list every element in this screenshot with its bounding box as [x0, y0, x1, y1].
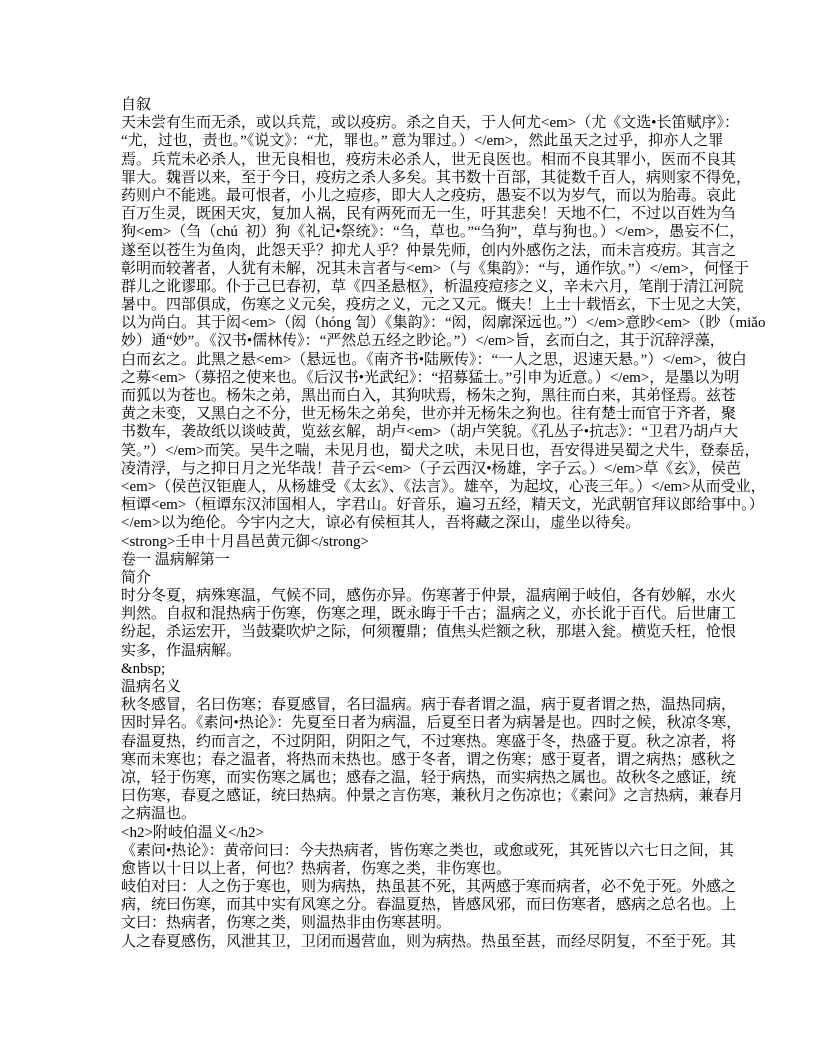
text-line: 而狐以为苍也。杨朱之弟，黑出而白入，其狗吠焉，杨朱之狗，黑往而白来，其弟怪焉。兹苍 [121, 388, 737, 404]
text-line: 桓谭<em>（桓谭东汉沛国相人，字君山。好音乐，遍习五经，精天文，光武朝官拜议郎给事中。） [121, 497, 764, 514]
text-line: 凉，轻于伤寒，而实伤寒之属也；感春之温，轻于病热，而实病热之属也。故秋冬之感证，统 [121, 769, 737, 786]
text-line: 之募<em>（募招之使来也。《后汉书•光武纪》：“招募猛士。”引申为近意。）</em>，是墨以为明 [121, 369, 740, 386]
text-line: 简介 [121, 569, 152, 586]
text-line: 遂至以苍生为鱼肉，此怨天乎？抑尤人乎？仲景先师，创内外感伤之法，而未言疫疠。其言之 [121, 242, 737, 259]
text-line: </em>以为绝伦。今宇内之大，谅必有侯桓其人，吾将藏之深山，虚坐以待矣。 [121, 515, 641, 532]
text-line: 彰明而较著者，人犹有未解，况其未言者与<em>（与《集韵》：“与，通作欤。”）</em>，何怪于 [121, 260, 749, 277]
text-line: 之病温也。 [121, 806, 197, 823]
text-line: 天未尝有生而无杀，或以兵荒，或以疫疠。杀之自天，于人何尤<em>（尤《文选•长笛赋序》： [121, 115, 739, 132]
text-line: &nbsp; [121, 660, 166, 677]
text-line: 病，统曰伤寒，而其中实有风寒之分。春温夏热，皆感风邪，而曰伤寒者，感病之总名也。上 [121, 897, 737, 914]
text-line: 黄之未变，又黑白之不分，世无杨朱之弟矣，世亦并无杨朱之狗也。往有楚士而官于齐者，聚 [121, 406, 737, 423]
text-line: 凌清浮，与之抑日月之光华哉！昔子云<em>（子云西汉•杨雄，字子云。）</em>草《玄》，侯芭 [121, 460, 741, 477]
text-line: 白而玄之。此黑之悬<em>（悬远也。《南齐书•陆厥传》：“一人之思，迟速天悬。”）</em>，彼白 [121, 351, 747, 368]
text-line: 暑中。四部俱成，伤寒之义元矣，疫疠之义，元之又元。慨夫！上士十载悟玄，下士见之大笑， [121, 297, 752, 314]
text-line: 判然。自叔和混热病于伤寒，伤寒之理，既永晦于千古；温病之义，亦长讹于百代。后世庸工 [121, 606, 737, 623]
text-line: 温病名义 [121, 679, 182, 695]
text-line: 实多，作温病解。 [121, 642, 242, 659]
text-line: 时分冬夏，病殊寒温，气候不同，感伤亦异。伤寒著于仲景，温病阐于岐伯，各有妙解，水火 [121, 588, 737, 605]
text-line: 人之春夏感伤，风泄其卫，卫闭而遏营血，则为病热。热虽至甚，而经尽阴复，不至于死。其 [121, 933, 737, 950]
text-line: 以为尚白。其于闳<em>（闳（hóng 訇）《集韵》：“闳，闳廓深远也。”）</em>意眇<em>（眇（miǎo [121, 315, 766, 332]
text-line: 愈皆以十日以上者，何也？热病者，伤寒之类，非伤寒也。 [121, 860, 512, 877]
text-line: 岐伯对曰：人之伤于寒也，则为病热，热虽甚不死，其两感于寒而病者，必不免于死。外感之 [121, 879, 737, 896]
text-line: 曰伤寒，春夏之感证，统曰热病。仲景之言伤寒，兼秋月之伤凉也；《素问》之言热病，兼春月 [121, 788, 744, 805]
text-line: 《素问•热论》：黄帝问曰：今夫热病者，皆伤寒之类也，或愈或死，其死皆以六七日之间，其 [121, 842, 734, 859]
text-line: 文曰：热病者，伤寒之类，则温热非由伤寒甚明。 [121, 915, 452, 932]
text-line: 群儿之讹谬耶。仆于己巳春初，草《四圣悬枢》，析温疫痘疹之义，辛未六月，笔削于清江河院 [121, 278, 744, 295]
text-line: 书数车，袭故纸以谈岐黄，览兹玄解，胡卢<em>（胡卢笑貌。《孔丛子•抗志》：“卫君乃胡卢大 [121, 424, 739, 441]
text-line: 百万生灵，既困天灾，复加人祸，民有两死而无一生，吁其悲矣！天地不仁，不过以百姓为刍 [121, 206, 737, 223]
text-line: <strong>壬申十月昌邑黄元御</strong> [121, 533, 370, 550]
text-line: 药则户不能逃。最可恨者，小儿之痘疹，即大人之疫疠，愚妄不以为岁气，而以为胎毒。哀此 [121, 187, 737, 204]
text-line: 卷一 温病解第一 [121, 551, 230, 568]
document-text-body [121, 96, 766, 951]
text-line: 春温夏热，约而言之，不过阴阳，阴阳之气，不过寒热。寒盛于冬，热盛于夏。秋之凉者，将 [121, 733, 737, 750]
text-line: 纷起，杀运宏开，当鼓橐吹炉之际，何须覆鼎；值焦头烂额之秋，那堪入瓮。横览夭枉，怆恨 [121, 624, 737, 641]
text-line: 狗<em>（刍（chú 初）狗《礼记•祭统》：“刍，草也。”“刍狗”，草与狗也。）</em>，愚妄不仁， [121, 224, 745, 241]
text-line: 罪大。魏晋以来，至于今日，疫疠之杀人多矣。其书数十百部，其徒数千百人，病则家不得免， [121, 169, 752, 186]
text-line: 妙）通“妙”。《汉书•儒林传》：“严然总五经之眇论。”）</em>旨，玄而白之，其于沉辞浮藻， [121, 333, 725, 350]
text-line: <em>（侯芭汉钜鹿人，从杨雄受《太玄》、《法言》。雄卒，为起坟，心丧三年。）</em>从而受业， [121, 478, 766, 495]
text-line: 秋冬感冒，名曰伤寒；春夏感冒，名曰温病。病于春者谓之温，病于夏者谓之热，温热同病， [121, 697, 737, 714]
text-line: “尤，过也，责也。”《说文》：“尤，罪也。” 意为罪过。）</em>，然此虽天之过乎，抑亦人之罪 [121, 133, 724, 150]
text-line: 自叙 [121, 97, 152, 113]
text-line: 笑。”）</em>而笑。吴牛之喘，未见月也，蜀犬之吠，未见日也，吾安得进吴蜀之犬牛，登泰岳， [121, 442, 760, 459]
text-line: <h2>附岐伯温义</h2> [121, 824, 265, 841]
text-line: 因时异名。《素问•热论》：先夏至日者为病温，后夏至日者为病暑是也。四时之候，秋凉冬寒， [121, 715, 742, 732]
text-line: 焉。兵荒未必杀人，世无良相也，疫疠未必杀人，世无良医也。相而不良其罪小，医而不良其 [121, 151, 737, 168]
text-line: 寒而未寒也；春之温者，将热而未热也。感于冬者，谓之伤寒；感于夏者，谓之病热；感秋之 [121, 751, 737, 768]
